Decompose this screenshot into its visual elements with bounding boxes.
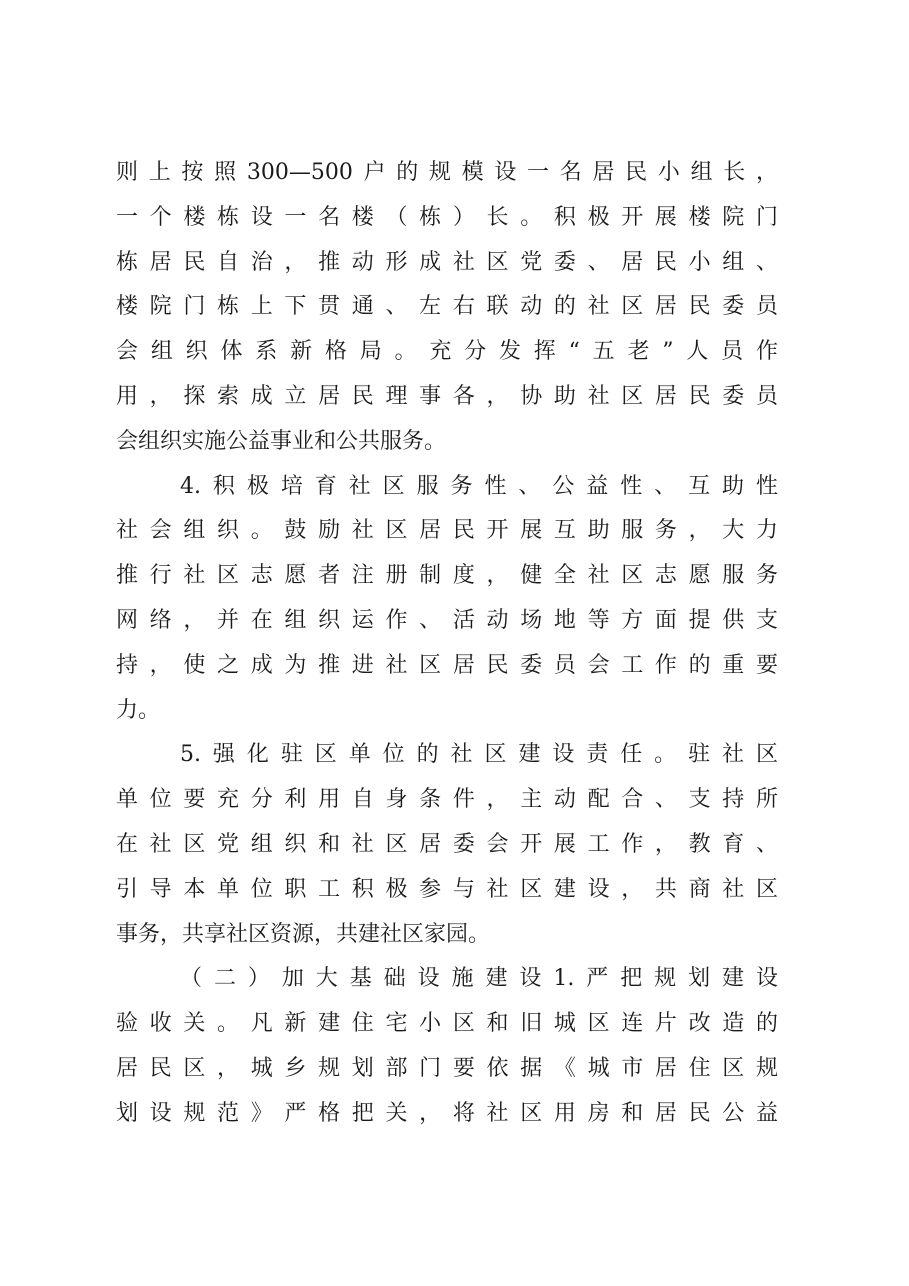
text-line: 事务，共享社区资源，共建社区家园。 <box>116 921 491 947</box>
text-line: 划设规范》严格把关，将社区用房和居民公益 <box>116 1100 778 1126</box>
text-line: 网络，并在组织运作、活动场地等方面提供支 <box>116 607 778 633</box>
text-line: 单位要充分利用自身条件，主动配合、支持所 <box>116 787 778 813</box>
text-line: （二）加大基础设施建设1.严把规划建设 <box>180 966 778 992</box>
document-body <box>116 151 778 1137</box>
text-line: 力。 <box>116 697 161 723</box>
text-line: 社会组织。鼓励社区居民开展互助服务，大力 <box>116 518 778 544</box>
text-line: 推行社区志愿者注册制度，健全社区志愿服务 <box>116 563 778 589</box>
text-line: 楼院门栋上下贯通、左右联动的社区居民委员 <box>116 294 778 320</box>
text-line: 一个楼栋设一名楼（栋）长。积极开展楼院门 <box>116 204 778 230</box>
text-line: 居民区，城乡规划部门要依据《城市居住区规 <box>116 1055 778 1081</box>
text-line: 验收关。凡新建住宅小区和旧城区连片改造的 <box>116 1011 778 1037</box>
text-line: 会组织实施公益事业和公共服务。 <box>116 428 447 454</box>
text-line: 4.积极培育社区服务性、公益性、互助性 <box>180 473 778 499</box>
text-line: 5.强化驻区单位的社区建设责任。驻社区 <box>180 742 778 768</box>
text-line: 会组织体系新格局。充分发挥“五老”人员作 <box>116 339 778 365</box>
text-line: 引导本单位职工积极参与社区建设，共商社区 <box>116 876 778 902</box>
text-line: 用，探索成立居民理事各，协助社区居民委员 <box>116 383 778 409</box>
text-line: 持，使之成为推进社区居民委员会工作的重要 <box>116 652 778 678</box>
text-line: 在社区党组织和社区居委会开展工作，教育、 <box>116 831 778 857</box>
text-line: 栋居民自治，推动形成社区党委、居民小组、 <box>116 249 778 275</box>
text-line: 则上按照300—500户的规模设一名居民小组长， <box>116 160 778 185</box>
